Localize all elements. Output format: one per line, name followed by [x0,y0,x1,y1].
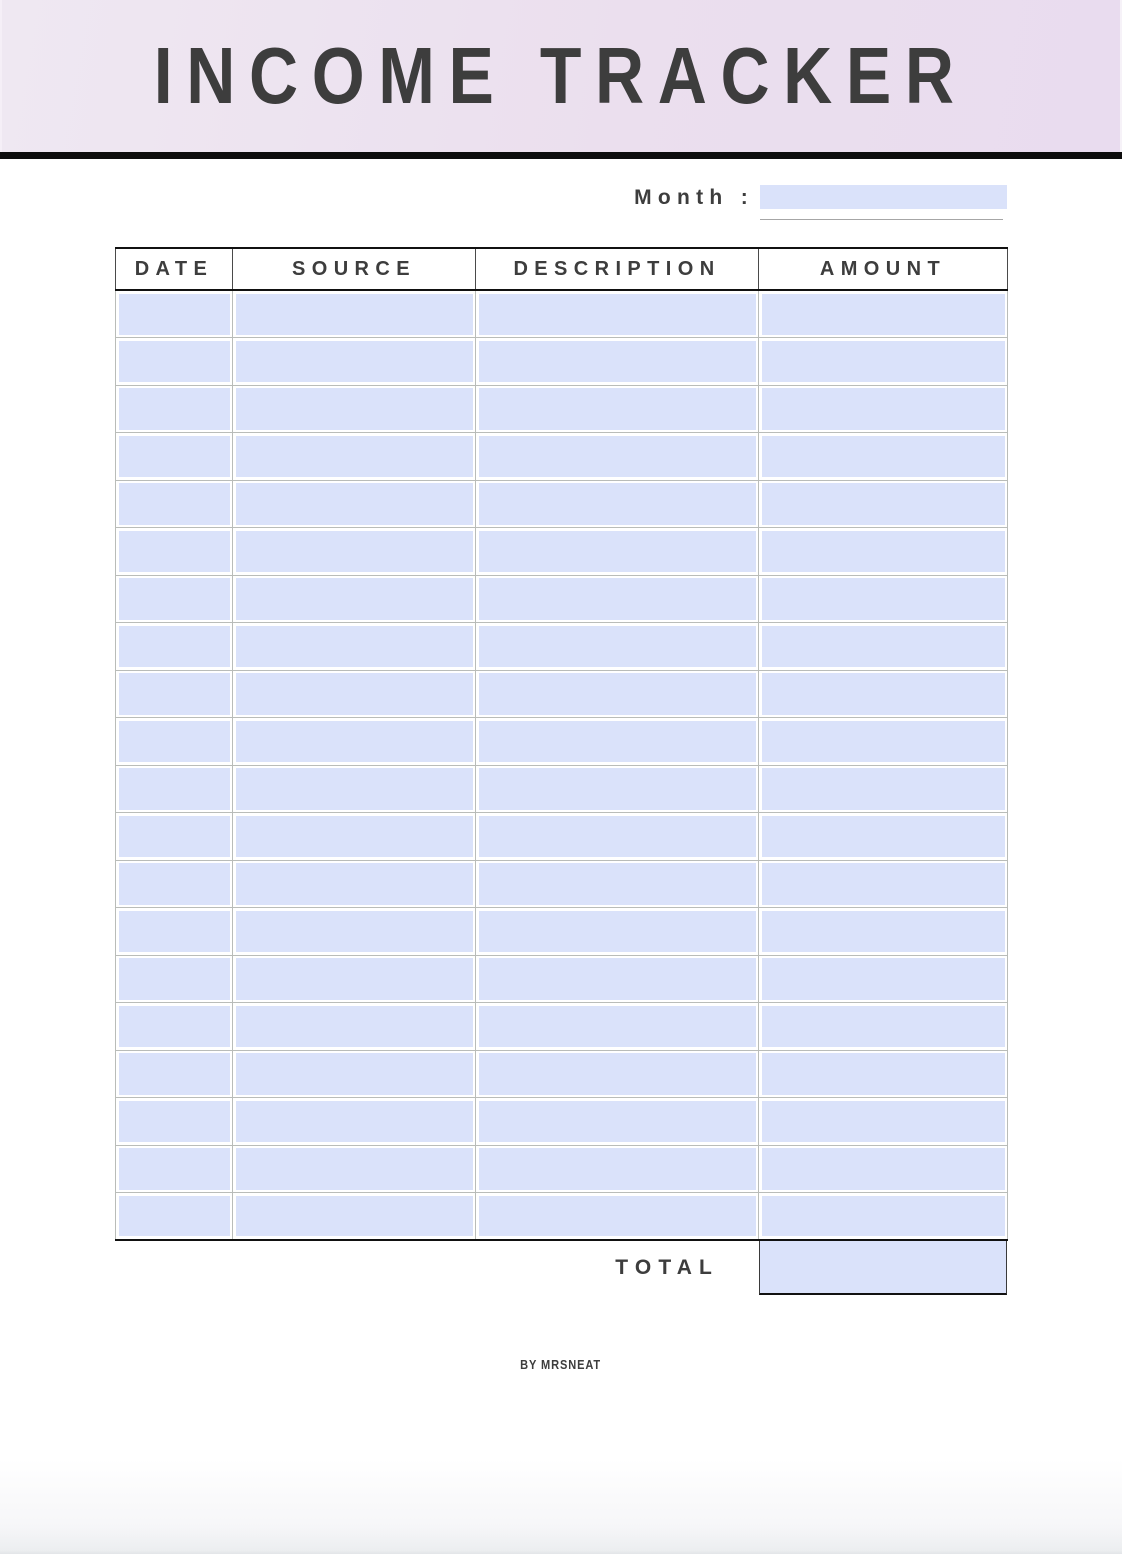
table-cell[interactable] [476,1050,759,1098]
table-row [116,528,1008,576]
table-cell[interactable] [476,908,759,956]
table-cell[interactable] [759,1003,1008,1051]
table-cell[interactable] [476,338,759,386]
table-cell[interactable] [759,860,1008,908]
table-cell[interactable] [759,908,1008,956]
table-cell[interactable] [116,955,233,1003]
table-row [116,718,1008,766]
table-cell[interactable] [116,1003,233,1051]
table-cell[interactable] [233,908,476,956]
table-row [116,860,1008,908]
table-row [116,385,1008,433]
page-footer [0,1356,1122,1374]
table-cell[interactable] [233,290,476,338]
page-header [0,0,1122,152]
table-cell[interactable] [233,575,476,623]
table-cell[interactable] [233,765,476,813]
table-row [116,290,1008,338]
table-row [116,1003,1008,1051]
table-cell[interactable] [476,813,759,861]
column-header-description: DESCRIPTION [476,248,759,290]
column-header-date: DATE [116,248,233,290]
table-cell[interactable] [759,338,1008,386]
table-cell[interactable] [116,575,233,623]
table-cell[interactable] [759,1050,1008,1098]
page-title-text: INCOME TRACKER [154,31,968,120]
table-cell[interactable] [759,575,1008,623]
table-cell[interactable] [116,1145,233,1193]
month-underline [760,219,1003,220]
table-cell[interactable] [116,1098,233,1146]
table-cell[interactable] [759,1145,1008,1193]
page-bottom-shade [0,1459,1122,1554]
table-cell[interactable] [476,670,759,718]
total-section [115,1241,1007,1296]
table-cell[interactable] [116,765,233,813]
table-cell[interactable] [233,338,476,386]
table-cell[interactable] [759,765,1008,813]
table-cell[interactable] [116,290,233,338]
table-row [116,1145,1008,1193]
table-cell[interactable] [476,385,759,433]
table-cell[interactable] [476,623,759,671]
table-cell[interactable] [116,860,233,908]
table-cell[interactable] [476,1145,759,1193]
table-cell[interactable] [476,1193,759,1241]
table-cell[interactable] [759,433,1008,481]
table-row [116,575,1008,623]
table-cell[interactable] [476,1003,759,1051]
table-cell[interactable] [233,718,476,766]
column-header-amount: AMOUNT [759,248,1008,290]
table-cell[interactable] [476,480,759,528]
income-table [115,247,1008,1241]
table-row [116,813,1008,861]
table-cell[interactable] [233,1050,476,1098]
table-row [116,433,1008,481]
table-body [116,290,1008,1240]
table-row [116,955,1008,1003]
table-cell[interactable] [233,1193,476,1241]
table-cell[interactable] [476,718,759,766]
table-cell[interactable] [759,1098,1008,1146]
table-row [116,480,1008,528]
table-cell[interactable] [759,623,1008,671]
table-cell[interactable] [476,860,759,908]
table-row [116,623,1008,671]
table-cell[interactable] [233,433,476,481]
table-row [116,908,1008,956]
table-cell[interactable] [233,528,476,576]
footer-credit [513,1357,608,1372]
table-cell[interactable] [233,1145,476,1193]
table-cell[interactable] [116,623,233,671]
table-header [116,248,1008,290]
table-cell[interactable] [116,433,233,481]
table-cell[interactable] [116,813,233,861]
table-cell[interactable] [759,480,1008,528]
table-cell[interactable] [476,290,759,338]
month-field-wrap [760,185,1007,220]
table-cell[interactable] [116,338,233,386]
table-cell[interactable] [233,480,476,528]
table-cell[interactable] [116,528,233,576]
table-cell[interactable] [116,670,233,718]
table-cell[interactable] [759,385,1008,433]
table-cell[interactable] [233,623,476,671]
table-cell[interactable] [233,1003,476,1051]
table-row [116,670,1008,718]
table-cell[interactable] [759,290,1008,338]
header-divider [0,152,1122,159]
total-amount-cell[interactable] [759,1241,1007,1295]
table-cell[interactable] [759,813,1008,861]
table-cell[interactable] [233,1098,476,1146]
table-cell[interactable] [233,860,476,908]
month-input[interactable] [760,185,1007,209]
table-cell[interactable] [476,575,759,623]
table-cell[interactable] [116,1193,233,1241]
table-row [116,1098,1008,1146]
table-cell[interactable] [233,813,476,861]
table-cell[interactable] [116,718,233,766]
table-row [116,765,1008,813]
table-cell[interactable] [116,385,233,433]
table-cell[interactable] [476,765,759,813]
table-cell[interactable] [476,528,759,576]
table-cell[interactable] [759,955,1008,1003]
table-cell[interactable] [233,670,476,718]
month-section [0,185,1122,222]
table-cell[interactable] [476,1098,759,1146]
table-cell[interactable] [116,480,233,528]
table-row [116,338,1008,386]
table-cell[interactable] [233,955,476,1003]
table-cell[interactable] [759,1193,1008,1241]
footer-credit-text: BY MRSNEAT [520,1357,602,1372]
page-title [82,30,1039,122]
table-cell[interactable] [759,528,1008,576]
table-header-row [116,248,1008,290]
table-row [116,1050,1008,1098]
table-cell[interactable] [116,1050,233,1098]
table-row [116,1193,1008,1241]
month-label: Month : [634,186,754,209]
column-header-source: SOURCE [233,248,476,290]
table-cell[interactable] [476,955,759,1003]
table-cell[interactable] [759,718,1008,766]
table-cell[interactable] [476,433,759,481]
table-cell[interactable] [759,670,1008,718]
table-cell[interactable] [116,908,233,956]
table-cell[interactable] [233,385,476,433]
total-label: TOTAL [615,1256,719,1279]
